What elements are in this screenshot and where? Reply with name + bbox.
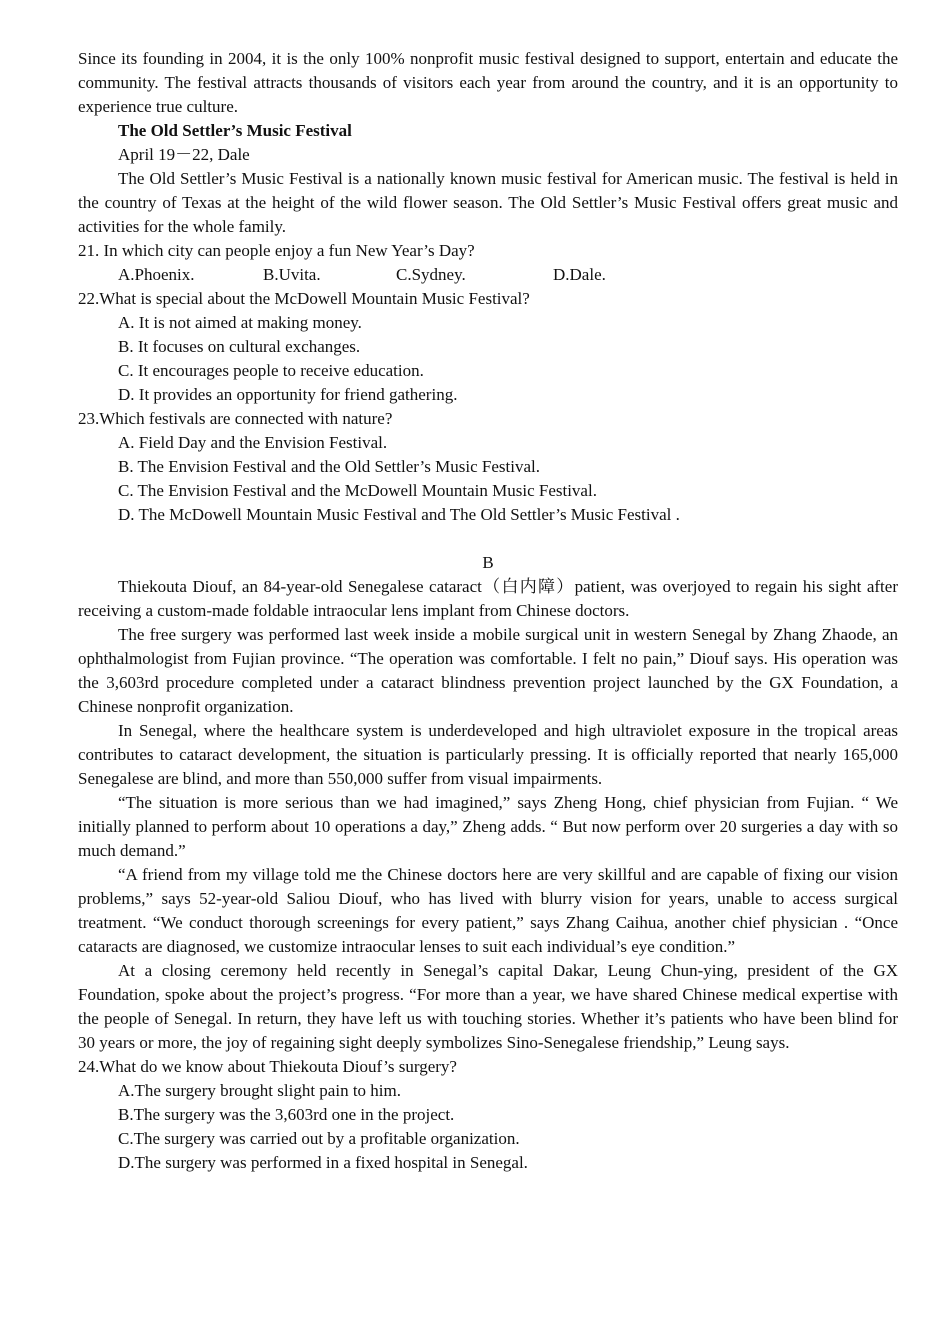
option-b: B.Uvita. bbox=[263, 265, 321, 284]
option-c: C.Sydney. bbox=[396, 265, 466, 284]
document-page bbox=[78, 47, 898, 1175]
option-c: C.The surgery was carried out by a profitable organization. bbox=[118, 1129, 520, 1148]
section-b-heading: B bbox=[482, 553, 494, 572]
intro-paragraph: Since its founding in 2004, it is the only 100% nonprofit music festival designed to support, entertain and educate the community. The festival attracts thousands of visitors each year from around the country, and it is an opportunity to experience true culture. bbox=[78, 49, 898, 116]
festival-description: The Old Settler’s Music Festival is a nationally known music festival for American music. The festival is held in the country of Texas at the height of the wild flower season. The Old Settler’s Music Festival offers great music and activities for the whole family. bbox=[78, 169, 898, 236]
passage-b-paragraph-5: “A friend from my village told me the Chinese doctors here are very skillful and are capable of fixing our vision problems,” says 52-year-old Saliou Diouf, who has lived with blurry vision for years, unable to access surgical treatment. “We conduct thorough screenings for every patient,” says Zhang Caihua, another chief physician . “Once cataracts are diagnosed, we customize intraocular lenses to suit each individual’s eye condition.” bbox=[78, 865, 898, 956]
option-c: C. It encourages people to receive education. bbox=[118, 361, 424, 380]
option-d: D. It provides an opportunity for friend gathering. bbox=[118, 385, 458, 404]
passage-b-paragraph-6: At a closing ceremony held recently in Senegal’s capital Dakar, Leung Chun-ying, president of the GX Foundation, spoke about the project’s progress. “For more than a year, we have shared Chinese medical expertise with the people of Senegal. In return, they have left us with touching stories. Whether it’s patients who have been blind for 30 years or more, the joy of regaining sight deeply symbolizes Sino-Senegalese friendship,” Leung says. bbox=[78, 961, 898, 1052]
option-b: B. It focuses on cultural exchanges. bbox=[118, 337, 361, 356]
option-b: B. The Envision Festival and the Old Settler’s Music Festival. bbox=[118, 457, 540, 476]
option-b: B.The surgery was the 3,603rd one in the project. bbox=[118, 1105, 455, 1124]
question-21-stem: 21. In which city can people enjoy a fun New Year’s Day? bbox=[78, 241, 475, 260]
passage-b-paragraph-3: In Senegal, where the healthcare system is underdeveloped and high ultraviolet exposure in the tropical areas contributes to cataract development, the situation is particularly pressing. It is officially reported that nearly 165,000 Senegalese are blind, and more than 550,000 suffer from visual impairments. bbox=[78, 721, 898, 788]
question-23-stem: 23.Which festivals are connected with nature? bbox=[78, 409, 393, 428]
option-d: D.Dale. bbox=[553, 265, 606, 284]
option-a: A.The surgery brought slight pain to him. bbox=[118, 1081, 401, 1100]
question-21-options bbox=[78, 263, 898, 287]
question-24-stem: 24.What do we know about Thiekouta Diouf’s surgery? bbox=[78, 1057, 457, 1076]
passage-b-paragraph-1: Thiekouta Diouf, an 84-year-old Senegalese cataract（白内障）patient, was overjoyed to regain his sight after receiving a custom-made foldable intraocular lens implant from Chinese doctors. bbox=[78, 577, 898, 620]
option-d: D. The McDowell Mountain Music Festival and The Old Settler’s Music Festival . bbox=[118, 505, 680, 524]
option-a: A. It is not aimed at making money. bbox=[118, 313, 362, 332]
question-22-stem: 22.What is special about the McDowell Mountain Music Festival? bbox=[78, 289, 530, 308]
festival-title: The Old Settler’s Music Festival bbox=[118, 121, 352, 140]
option-a: A. Field Day and the Envision Festival. bbox=[118, 433, 388, 452]
option-a: A.Phoenix. bbox=[118, 265, 195, 284]
festival-date-place: April 19－22, Dale bbox=[118, 145, 250, 164]
passage-b-paragraph-4: “The situation is more serious than we had imagined,” says Zheng Hong, chief physician from Fujian. “ We initially planned to perform about 10 operations a day,” Zheng adds. “ But now perform over 20 surgeries a day with so much demand.” bbox=[78, 793, 898, 860]
passage-b-paragraph-2: The free surgery was performed last week inside a mobile surgical unit in western Senegal by Zhang Zhaode, an ophthalmologist from Fujian province. “The operation was comfortable. I felt no pain,” Diouf says. His operation was the 3,603rd procedure completed under a cataract blindness prevention project launched by the GX Foundation, a Chinese nonprofit organization. bbox=[78, 625, 898, 716]
option-d: D.The surgery was performed in a fixed hospital in Senegal. bbox=[118, 1153, 528, 1172]
option-c: C. The Envision Festival and the McDowell Mountain Music Festival. bbox=[118, 481, 597, 500]
